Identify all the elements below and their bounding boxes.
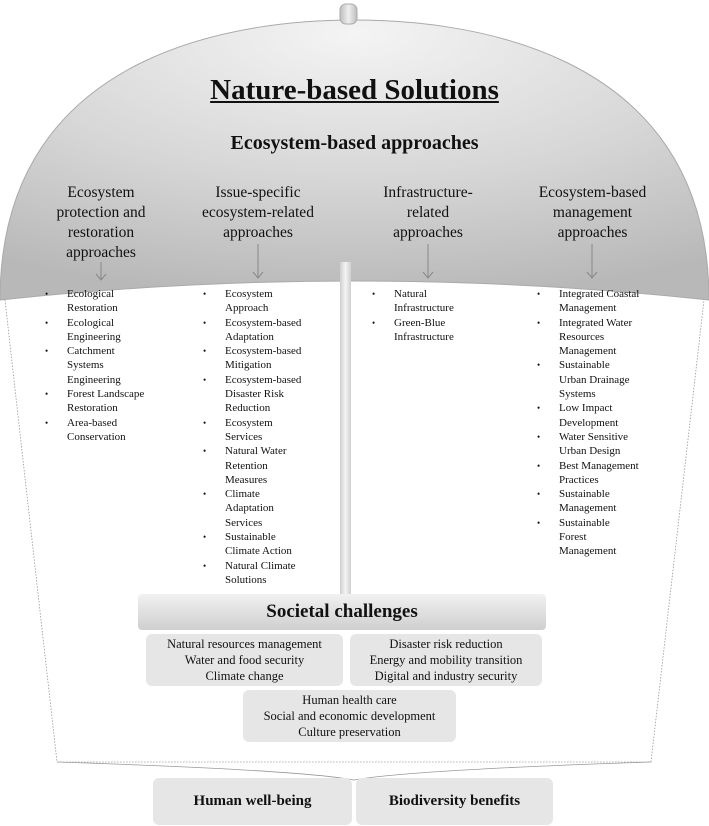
challenge-item: Social and economic development [263,709,436,723]
challenge-item: Energy and mobility transition [369,653,523,667]
diagram-title: Nature-based Solutions [210,74,499,106]
heading-line: approaches [223,224,293,241]
category-heading-issue-specific [183,183,333,243]
heading-line: approaches [557,224,628,241]
list-item: • Area-based Conservation [67,416,197,445]
list-item: • Integrated Coastal Management [559,287,689,316]
list-item: • Ecosystem-based Disaster Risk Reduction [225,373,355,416]
challenge-item: Human health care [302,693,397,707]
list-item: • Sustainable Urban Drainage Systems [559,358,689,401]
approach-list-issue-specific [203,287,355,587]
heading-line: restoration [67,224,135,241]
heading-line: Infrastructure- [383,184,473,201]
challenge-item: Natural resources management [167,637,322,651]
heading-line: Issue-specific [215,184,301,201]
list-item: • Best Management Practices [559,459,689,488]
list-item: • Sustainable Management [559,487,689,516]
challenge-box-left [146,634,343,686]
challenge-item: Water and food security [184,653,305,667]
list-item: • Natural Infrastructure [394,287,524,316]
societal-challenges-heading: Societal challenges [266,601,418,622]
heading-line: approaches [66,244,136,261]
list-item: • Ecosystem Services [225,416,355,445]
list-item: • Forest Landscape Restoration [67,387,197,416]
heading-line: Ecosystem [67,184,135,201]
benefit-biodiversity: Biodiversity benefits [388,793,521,809]
list-item: • Integrated Water Resources Management [559,316,689,359]
list-item: • Low Impact Development [559,401,689,430]
list-item: • Ecological Engineering [67,316,197,345]
list-item: • Natural Water Retention Measures [225,444,355,487]
challenge-box-right [350,634,542,686]
umbrella-tip [340,4,357,24]
list-item: • Catchment Systems Engineering [67,344,197,387]
list-item: • Green-Blue Infrastructure [394,316,524,345]
list-item: • Sustainable Forest Management [559,516,689,559]
list-item: • Sustainable Climate Action [225,530,355,559]
challenge-item: Digital and industry security [374,669,518,683]
heading-line: approaches [393,224,463,241]
heading-line: related [406,204,450,221]
diagram-subtitle: Ecosystem-based approaches [230,132,479,154]
list-item: • Ecosystem Approach [225,287,355,316]
list-item: • Ecological Restoration [67,287,197,316]
list-item: • Climate Adaptation Services [225,487,355,530]
approach-list-infrastructure [372,287,524,344]
heading-line: protection and [56,204,146,221]
challenge-item: Climate change [205,669,284,683]
approach-list-protection [45,287,197,444]
heading-line: management [552,204,633,221]
challenge-item: Culture preservation [298,725,401,739]
heading-line: ecosystem-related [202,204,314,221]
list-item: • Water Sensitive Urban Design [559,430,689,459]
category-heading-management [515,183,670,243]
shade-base-curve [57,762,651,780]
list-item: • Ecosystem-based Adaptation [225,316,355,345]
list-item: • Ecosystem-based Mitigation [225,344,355,373]
challenge-box-bottom [243,690,456,742]
category-heading-protection [26,183,176,263]
category-heading-infrastructure [353,183,503,243]
approach-list-management [537,287,689,559]
list-item: • Natural Climate Solutions [225,559,355,588]
heading-line: Ecosystem-based [538,184,647,201]
challenge-item: Disaster risk reduction [389,637,503,651]
benefit-human-well-being: Human well-being [193,793,312,809]
